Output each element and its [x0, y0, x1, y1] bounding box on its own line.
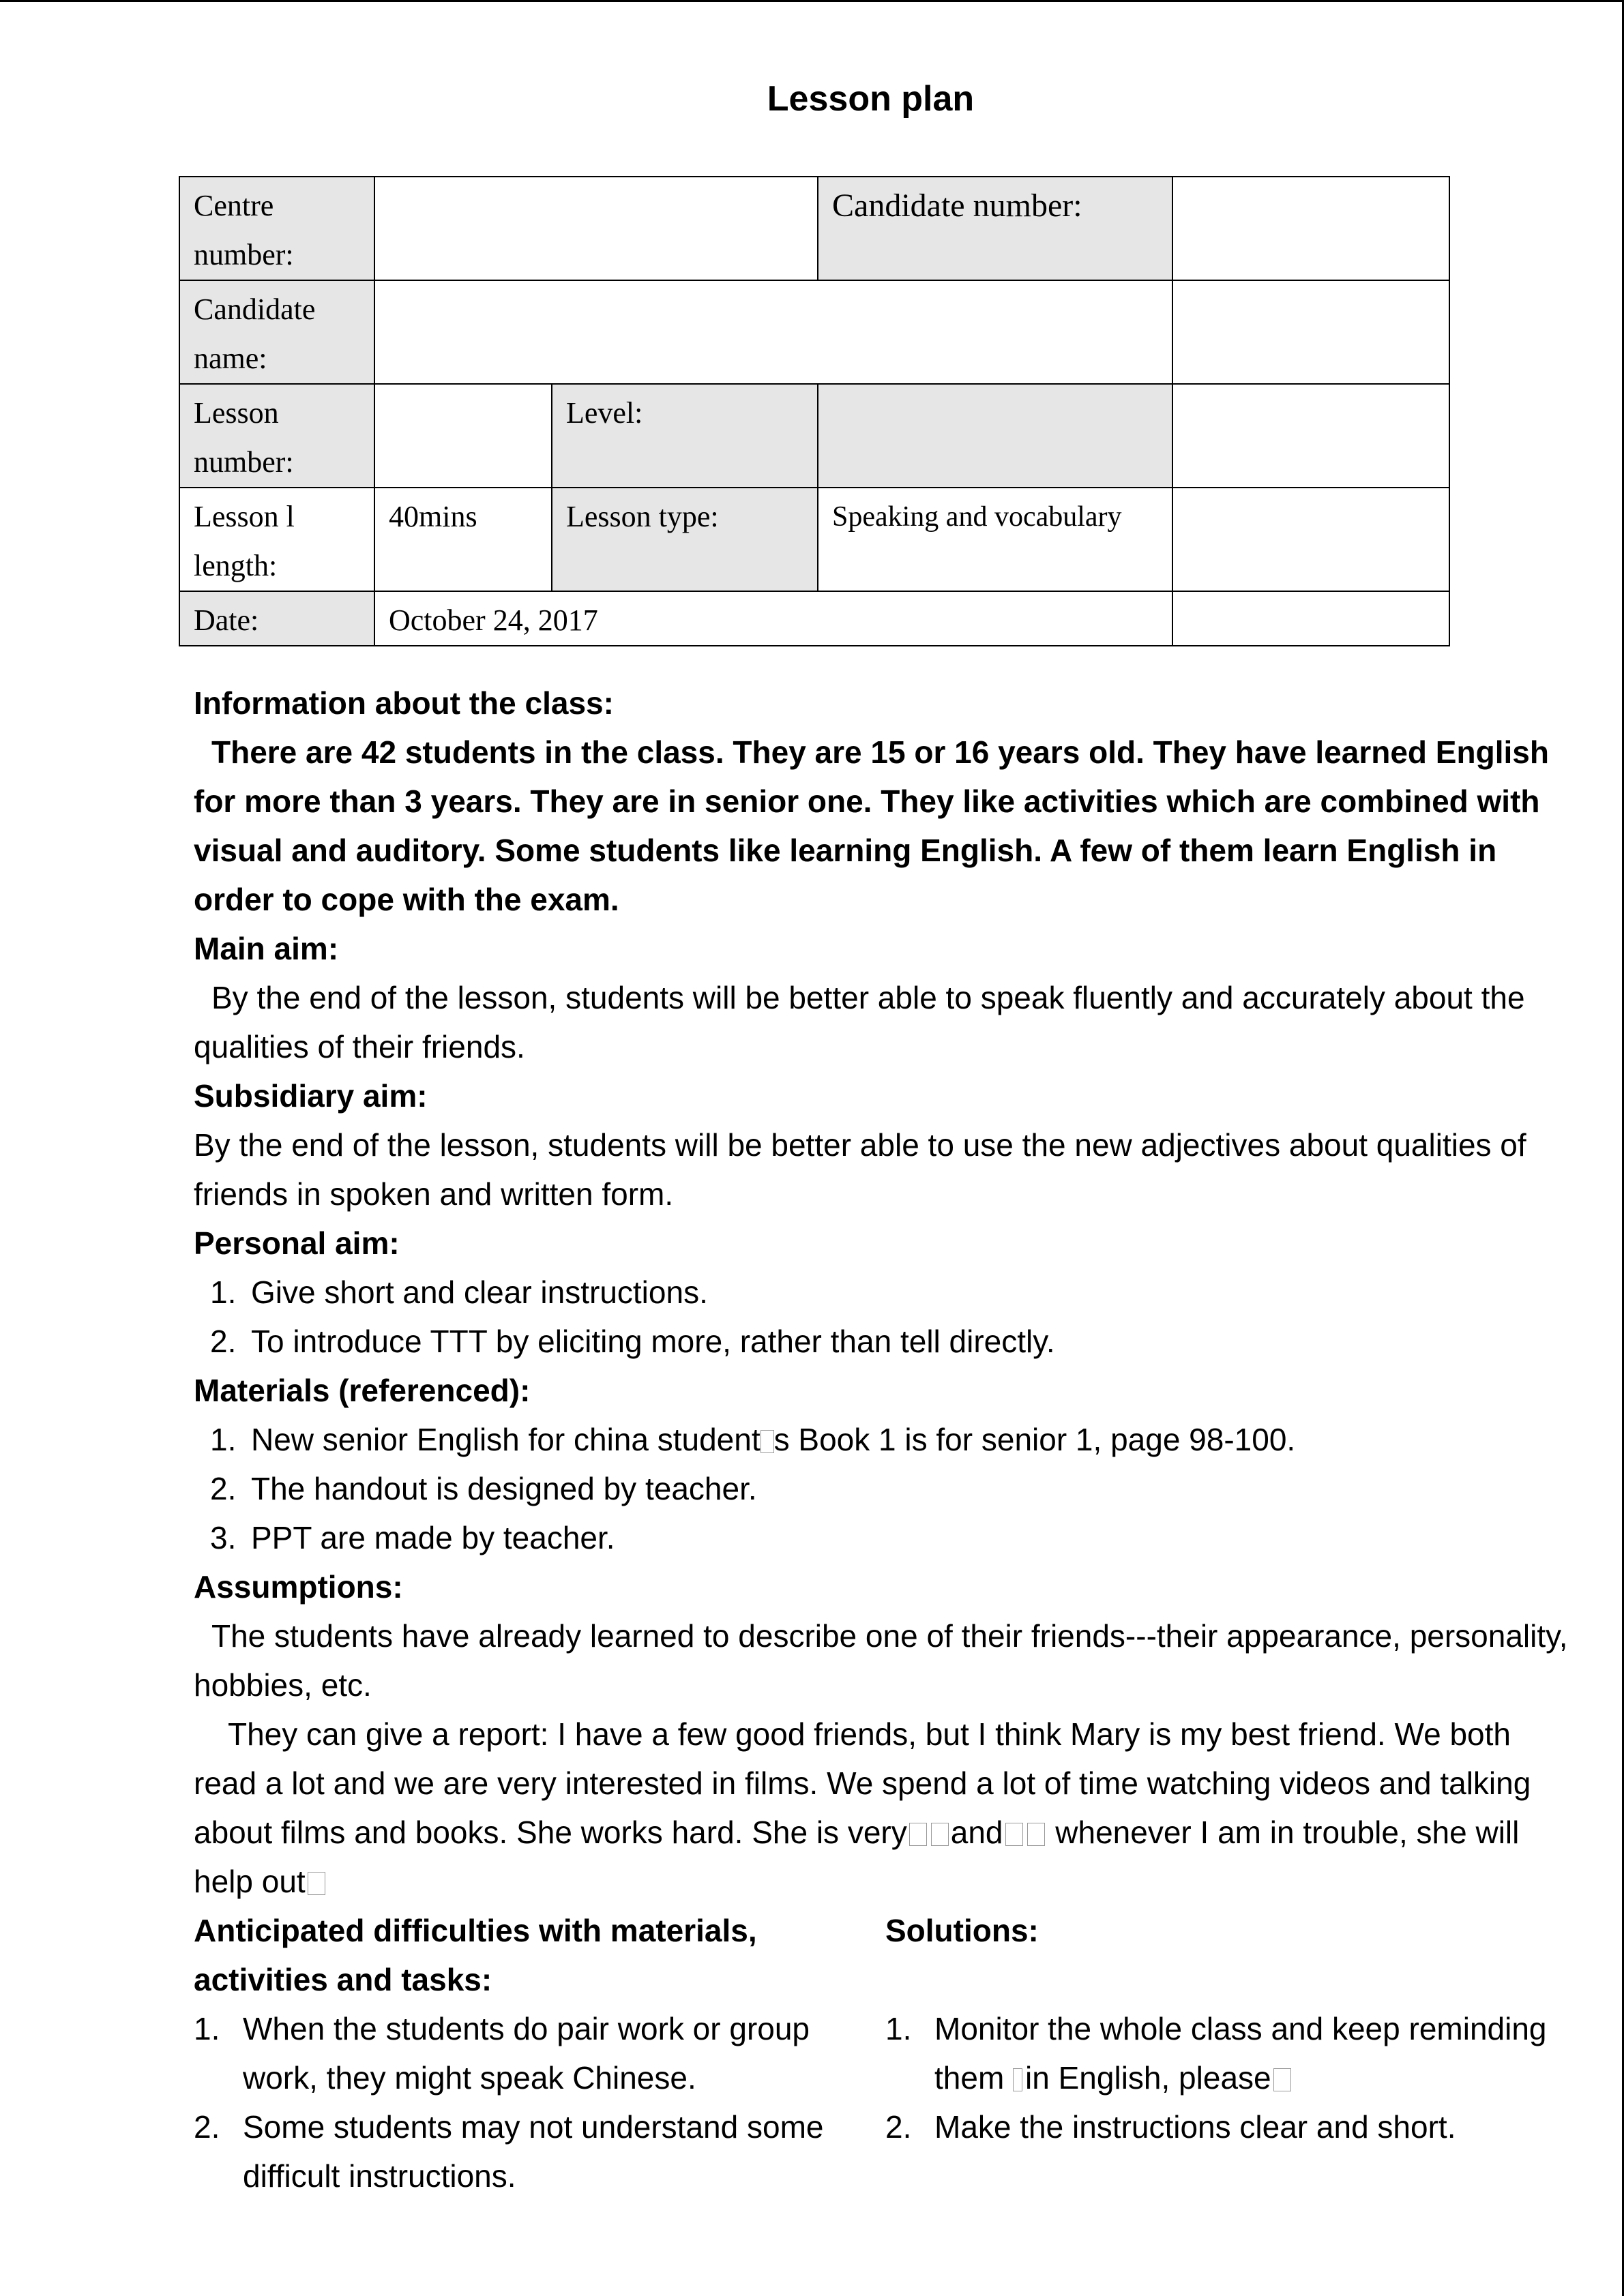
list-item: 1. New senior English for china student s Book 1 is for senior 1, page 98-100. [210, 1422, 1296, 1457]
centre-number-value[interactable] [374, 177, 818, 280]
list-item: 1. When the students do pair work or group work, they might speak Chinese. [194, 2011, 810, 2096]
main-aim-text: By the end of the lesson, students will be better able to speak fluently and accurately about the qualities of their friends. [194, 980, 1525, 1064]
list-item: 2. The handout is designed by teacher. [210, 1471, 757, 1506]
solutions-spacer [885, 1955, 1571, 2004]
lesson-length-label: Lesson l length: [179, 488, 374, 591]
difficulties-heading: Anticipated difficulties with materials, activities and tasks: [194, 1913, 757, 1997]
level-label: Level: [552, 384, 818, 488]
level-extra [1172, 384, 1449, 488]
date-value: October 24, 2017 [374, 591, 1172, 646]
main-aim-heading: Main aim: [194, 931, 339, 966]
solutions-column [885, 1906, 1571, 2201]
lesson-type-extra [1172, 488, 1449, 591]
table-row [179, 177, 1449, 280]
lesson-type-label: Lesson type: [552, 488, 818, 591]
date-label: Date: [179, 591, 374, 646]
table-row [179, 384, 1449, 488]
personal-aim-heading: Personal aim: [194, 1225, 400, 1261]
page-title: Lesson plan [767, 79, 975, 119]
candidate-name-extra [1172, 280, 1449, 384]
assumptions-text-2: They can give a report: I have a few good friends, but I think Mary is my best friend. We both read a lot and we are very interested in films. We spend a lot of time watching videos and talking about films and books. She works hard. She is very and whenever I am in trouble, she will help out [194, 1716, 1531, 1899]
difficulties-solutions [194, 1906, 1571, 2201]
candidate-name-label: Candidate name: [179, 280, 374, 384]
list-item: 2. Make the instructions clear and short. [885, 2109, 1456, 2145]
solutions-list [885, 2004, 1571, 2151]
subsidiary-aim-heading: Subsidiary aim: [194, 1078, 428, 1114]
candidate-name-value[interactable] [374, 280, 1172, 384]
table-row [179, 591, 1449, 646]
assumptions-heading: Assumptions: [194, 1569, 403, 1605]
personal-aim-list [194, 1268, 1571, 1366]
lesson-number-label: Lesson number: [179, 384, 374, 488]
table-row [179, 488, 1449, 591]
lesson-type-value: Speaking and vocabulary [818, 488, 1172, 591]
subsidiary-aim-text: By the end of the lesson, students will be better able to use the new adjectives about qualities of friends in spoken and written form. [194, 1127, 1526, 1212]
class-info-text: There are 42 students in the class. They are 15 or 16 years old. They have learned English for more than 3 years. They are in senior one. They like activities which are combined with visual and auditory. Some students like learning English. A few of them learn English in order to cope with the exam. [194, 734, 1549, 917]
level-value[interactable] [818, 384, 1172, 488]
candidate-number-label: Candidate number: [818, 177, 1172, 280]
difficulties-list [194, 2004, 885, 2201]
list-item: 1. Give short and clear instructions. [210, 1274, 708, 1310]
materials-heading: Materials (referenced): [194, 1373, 531, 1408]
candidate-number-value[interactable] [1172, 177, 1449, 280]
list-item: 1. Monitor the whole class and keep reminding them in English, please [885, 2011, 1547, 2096]
lesson-number-value[interactable] [374, 384, 552, 488]
solutions-heading: Solutions: [885, 1913, 1039, 1948]
lesson-length-value: 40mins [374, 488, 552, 591]
class-info-heading: Information about the class: [194, 685, 614, 721]
difficulties-column [194, 1906, 885, 2201]
assumptions-text-1: The students have already learned to describe one of their friends---their appearance, personality, hobbies, etc. [194, 1618, 1568, 1703]
missing-glyph-box [761, 1430, 774, 1453]
list-item: 3. PPT are made by teacher. [210, 1520, 615, 1555]
centre-number-label: Centre number: [179, 177, 374, 280]
lesson-info-table [179, 176, 1450, 646]
page-top-border [0, 0, 1624, 2]
list-item: 2. To introduce TTT by eliciting more, rather than tell directly. [210, 1324, 1055, 1359]
table-row [179, 280, 1449, 384]
list-item: 2. Some students may not understand some difficult instructions. [194, 2109, 824, 2194]
lesson-content [194, 679, 1571, 2201]
materials-list [194, 1415, 1571, 1562]
date-extra [1172, 591, 1449, 646]
